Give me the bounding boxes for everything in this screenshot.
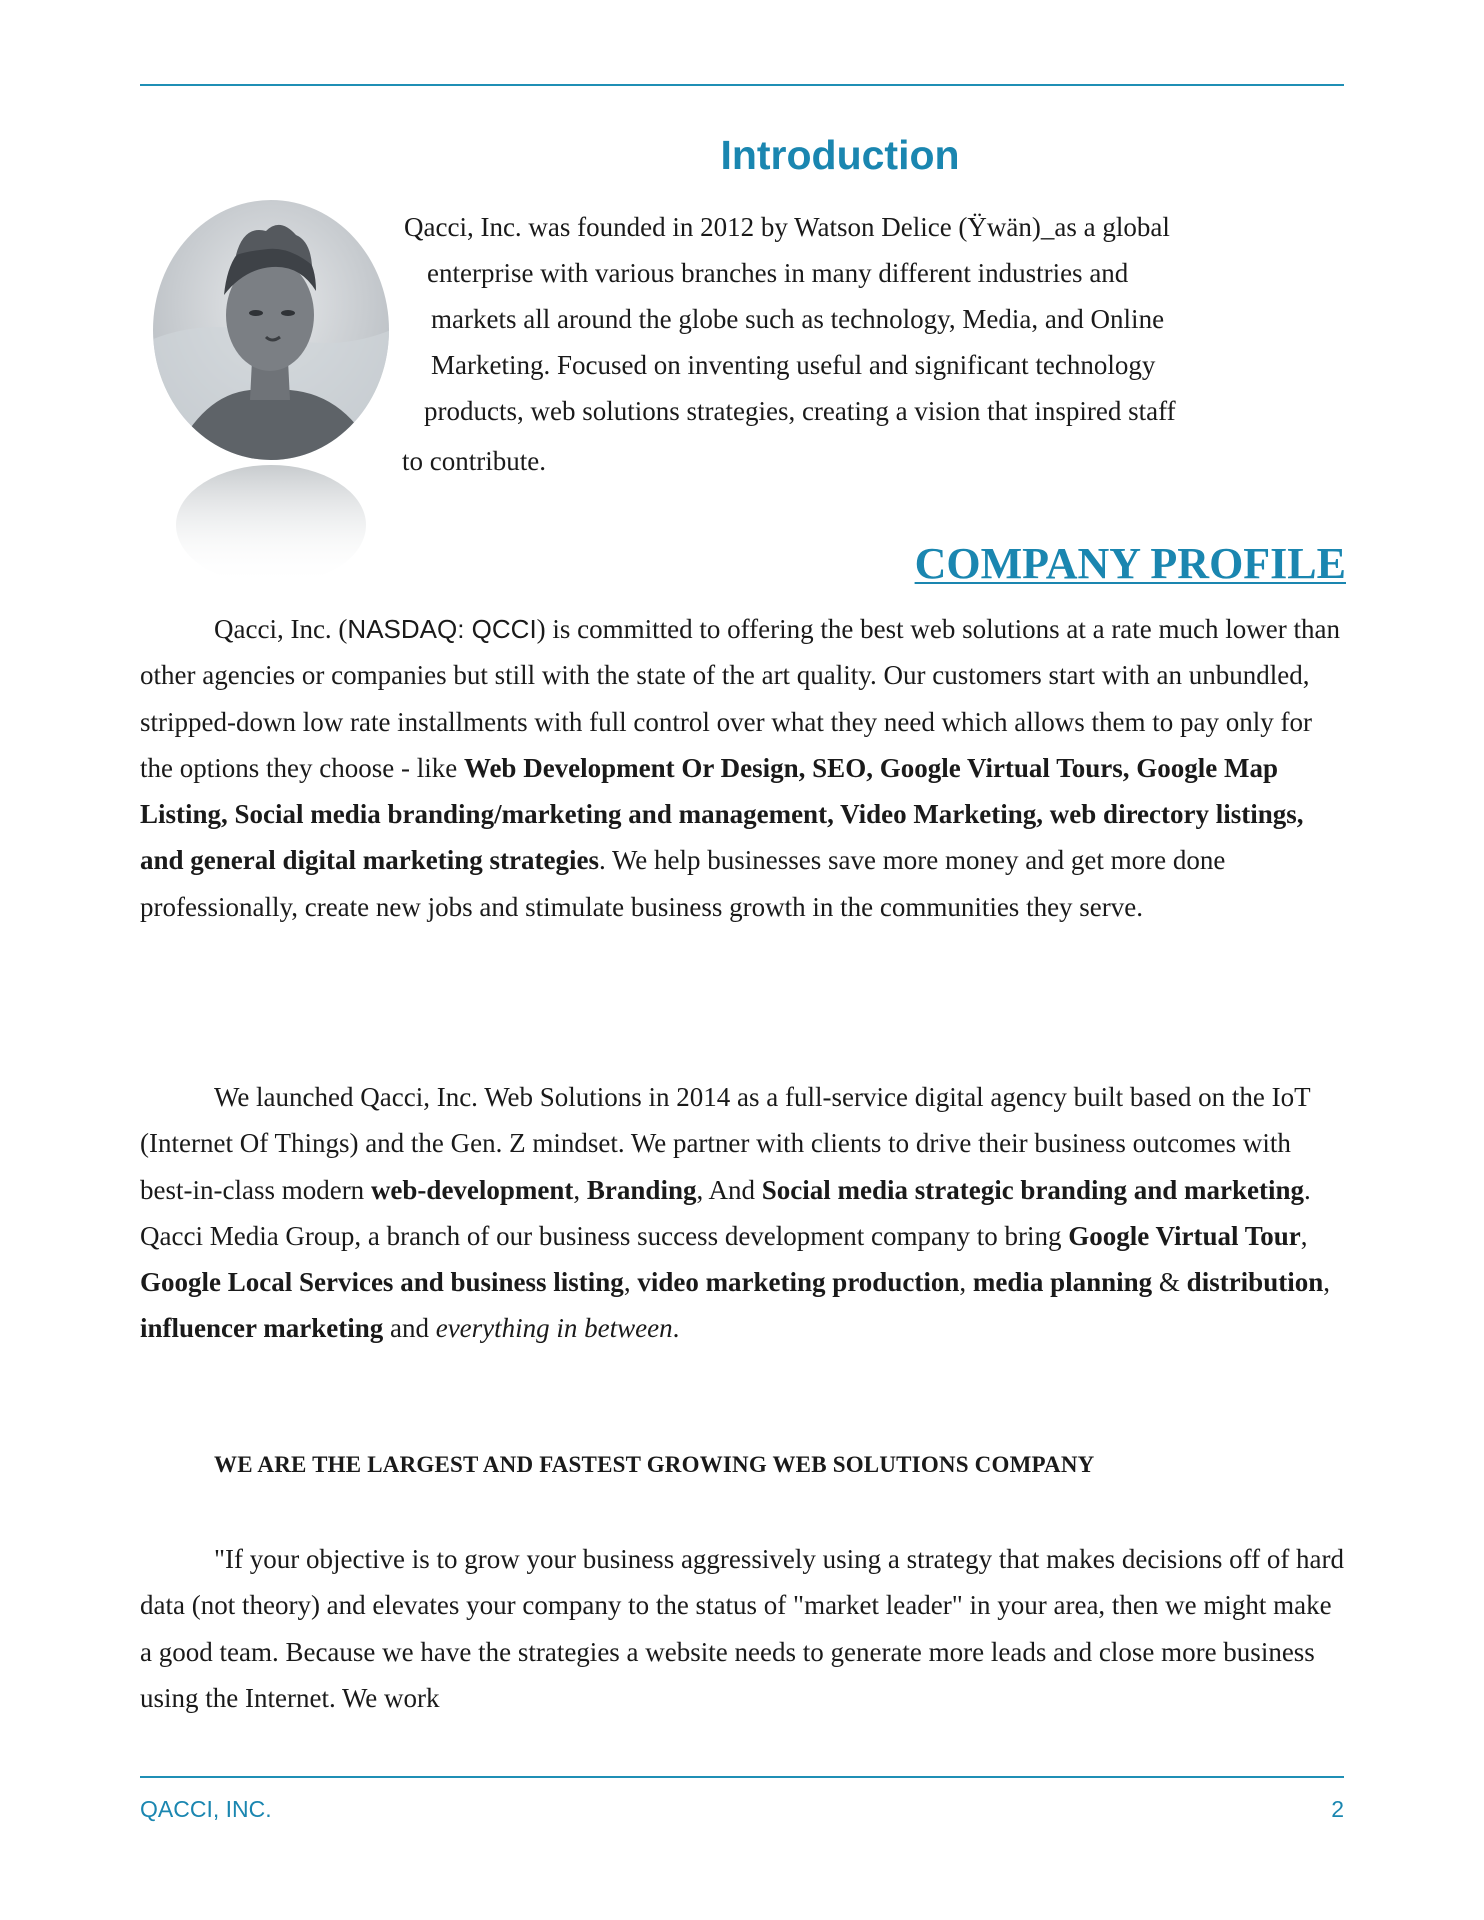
intro-line: products, web solutions strategies, creating a vision that inspired staff xyxy=(424,396,1176,426)
text-run: . We help businesses save more money and get more done professionally, create new jobs and stimulate business growth in the communities they serve. xyxy=(140,845,1226,922)
page-number: 2 xyxy=(1331,1796,1344,1822)
founder-portrait xyxy=(140,195,402,595)
bold-term: Google Virtual Tour xyxy=(1068,1220,1301,1251)
profile-paragraph-3 xyxy=(140,1536,1350,1721)
profile-paragraph-1 xyxy=(140,606,1350,930)
text-run: & xyxy=(1152,1267,1187,1298)
italic-term: everything in between xyxy=(435,1313,673,1344)
bold-term: web-development xyxy=(370,1174,574,1205)
company-profile-heading: COMPANY PROFILE xyxy=(914,539,1346,588)
bold-term: Social media strategic branding and marketing xyxy=(761,1174,1304,1205)
bold-term: video marketing production xyxy=(637,1267,960,1298)
bold-term: distribution xyxy=(1186,1267,1324,1298)
introduction-heading: Introduction xyxy=(720,132,960,178)
text-run: We launched Qacci, Inc. Web Solutions in 2014 as a full-service digital agency built based on the IoT (Internet Of Things) and the Gen. Z mindset. We partner with clients to drive their business outcomes with best-in-class modern xyxy=(140,1082,1311,1205)
intro-line: to contribute. xyxy=(402,446,546,476)
intro-line: markets all around the globe such as technology, Media, and Online xyxy=(431,304,1165,334)
text-run: . Qacci Media Group, a branch of our business success development company to bring xyxy=(140,1174,1311,1251)
profile-paragraph-2 xyxy=(140,1074,1350,1352)
text-run: . xyxy=(672,1313,680,1344)
text-run: , xyxy=(573,1174,587,1205)
tagline-headline: WE ARE THE LARGEST AND FASTEST GROWING WEB SOLUTIONS COMPANY xyxy=(214,1452,1095,1477)
footer-rule xyxy=(140,1776,1344,1778)
text-run: ) is committed to offering the best web solutions at a rate much lower than other agencies or companies but still with the state of the art quality. Our customers start with an unbundled, stripped-down low rate installments with full control over what they need which allows them to pay only for the options they choose - like xyxy=(140,614,1340,783)
intro-line: Marketing. Focused on inventing useful and significant technology xyxy=(431,350,1156,380)
text-run: , xyxy=(959,1267,973,1298)
intro-line: enterprise with various branches in many different industries and xyxy=(427,258,1129,288)
intro-line: Qacci, Inc. was founded in 2012 by Watson Delice (Ÿwän)_as a global xyxy=(404,212,1170,242)
text-run: , xyxy=(1300,1220,1308,1251)
text-run: , xyxy=(623,1267,638,1298)
bold-term: Branding xyxy=(586,1174,697,1205)
footer-company-name: QACCI, INC. xyxy=(140,1796,272,1822)
text-run: "If your objective is to grow your business aggressively using a strategy that makes decisions off of hard data (not theory) and elevates your company to the status of "market leader" in your area, then we might make a good team. Because we have the strategies a website needs to generate more leads and close more business using the Internet. We work xyxy=(140,1544,1345,1713)
services-list: Web Development Or Design, SEO, Google Virtual Tours, Google Map Listing, Social media branding/marketing and management, Video Marketing, web directory listings, and general digital marketing strategies xyxy=(140,752,1304,876)
text-run: , xyxy=(1323,1267,1330,1298)
text-run: , And xyxy=(696,1174,762,1205)
ticker-symbol: NASDAQ: QCCI xyxy=(347,614,537,644)
bold-term: Google Local Services and business listing xyxy=(140,1267,624,1298)
header-rule xyxy=(140,84,1344,86)
text-run: Qacci, Inc. ( xyxy=(214,614,348,644)
bold-term: media planning xyxy=(972,1267,1153,1298)
text-run: and xyxy=(383,1313,436,1344)
bold-term: influencer marketing xyxy=(140,1313,384,1344)
